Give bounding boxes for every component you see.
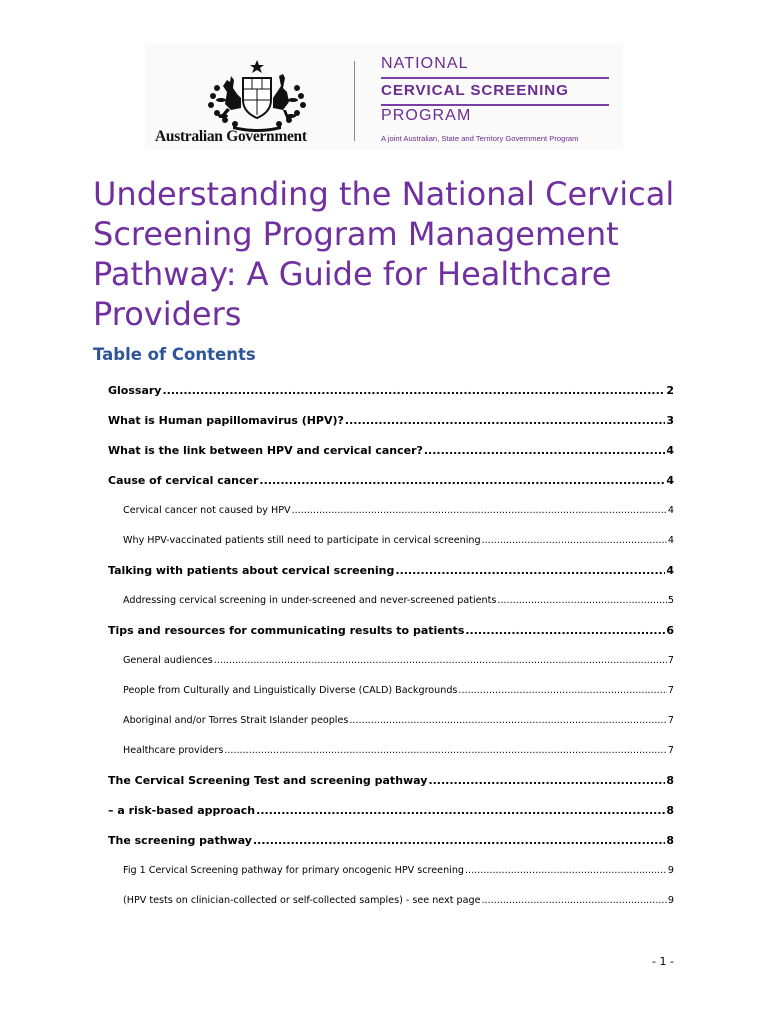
toc-entry-title: The Cervical Screening Test and screening pathway [108,774,428,787]
toc-entry[interactable] [108,774,674,787]
toc-entry-title: Fig 1 Cervical Screening pathway for primary oncogenic HPV screening [123,865,464,876]
toc-entry-title: Tips and resources for communicating results to patients [108,624,465,637]
toc-entry-title: Aboriginal and/or Torres Strait Islander peoples [123,715,349,726]
toc-entry-page: 4 [667,505,674,516]
toc-dot-leader [256,804,665,817]
toc-dot-leader [345,414,665,427]
logo-divider [354,61,355,141]
toc-entry-page: 5 [667,595,674,606]
toc-entry-title: Addressing cervical screening in under-screened and never-screened patients [123,595,497,606]
government-name: Australian Government [155,128,307,145]
toc-entry-page: 2 [666,384,674,397]
toc-entry[interactable] [108,414,674,427]
toc-entry[interactable] [123,895,674,906]
page-number: - 1 - [652,955,674,968]
toc-entry-title: Healthcare providers [123,745,224,756]
toc-entry[interactable] [123,595,674,606]
document-title: Understanding the National Cervical Screening Program Management Pathway: A Guide for Healthcare Providers [93,175,675,333]
toc-entry-title: What is Human papillomavirus (HPV)? [108,414,344,427]
program-rule-top [381,77,609,79]
toc-entry-title: Glossary [108,384,162,397]
toc-dot-leader [349,715,667,726]
toc-entry-title: (HPV tests on clinician-collected or self-collected samples) - see next page [123,895,481,906]
toc-entry-page: 4 [666,564,674,577]
toc-dot-leader [482,535,667,546]
toc-dot-leader [224,745,667,756]
toc-entry[interactable] [123,535,674,546]
toc-entry-page: 3 [666,414,674,427]
toc-entry-title: General audiences [123,655,213,666]
toc-dot-leader [253,834,665,847]
toc-entry-page: 7 [667,655,674,666]
program-line-program: PROGRAM [381,107,472,124]
program-rule-bottom [381,104,609,106]
toc-entry-page: 8 [666,834,674,847]
toc-entry-page: 4 [666,444,674,457]
toc-entry[interactable] [123,685,674,696]
toc-dot-leader [214,655,667,666]
toc-dot-leader [162,384,665,397]
toc-entry-title: – a risk-based approach [108,804,256,817]
toc-entry[interactable] [108,834,674,847]
toc-entry-page: 9 [667,865,674,876]
toc-entry[interactable] [108,474,674,487]
toc-dot-leader [428,774,665,787]
coat-of-arms-icon [197,58,317,132]
toc-entry-page: 7 [667,715,674,726]
toc-dot-leader [424,444,665,457]
toc-entry[interactable] [108,444,674,457]
toc-entry-title: Cervical cancer not caused by HPV [123,505,291,516]
toc-entry-page: 6 [666,624,674,637]
toc-dot-leader [259,474,665,487]
toc-dot-leader [458,685,666,696]
toc-entry[interactable] [123,745,674,756]
toc-dot-leader [482,895,667,906]
toc-entry-title: The screening pathway [108,834,252,847]
toc-dot-leader [395,564,665,577]
toc-dot-leader [465,865,667,876]
toc-entry[interactable] [123,505,674,516]
toc-entry-page: 4 [667,535,674,546]
toc-entry[interactable] [108,564,674,577]
toc-entry-page: 9 [667,895,674,906]
toc-entry-title: Talking with patients about cervical screening [108,564,395,577]
program-line-cervical-screening: CERVICAL SCREENING [381,82,569,99]
toc-entry[interactable] [123,715,674,726]
toc-entry[interactable] [123,865,674,876]
program-line-national: NATIONAL [381,55,469,72]
toc-entry-page: 8 [666,774,674,787]
toc-entry-title: Cause of cervical cancer [108,474,259,487]
toc-entry-page: 4 [666,474,674,487]
toc-entry-page: 7 [667,745,674,756]
toc-entry-page: 8 [666,804,674,817]
header-logos [145,44,623,150]
toc-entry-page: 7 [667,685,674,696]
toc-dot-leader [465,624,665,637]
toc-entry-title: People from Culturally and Linguistically Diverse (CALD) Backgrounds [123,685,458,696]
program-tagline: A joint Australian, State and Territory Government Program [381,134,579,143]
toc-entry[interactable] [123,655,674,666]
toc-entry[interactable] [108,384,674,397]
toc-dot-leader [292,505,667,516]
toc-entry[interactable] [108,624,674,637]
toc-dot-leader [497,595,666,606]
toc-entry-title: Why HPV-vaccinated patients still need to participate in cervical screening [123,535,481,546]
toc-entry[interactable] [108,804,674,817]
toc-heading: Table of Contents [93,345,256,364]
toc-entry-title: What is the link between HPV and cervical cancer? [108,444,423,457]
